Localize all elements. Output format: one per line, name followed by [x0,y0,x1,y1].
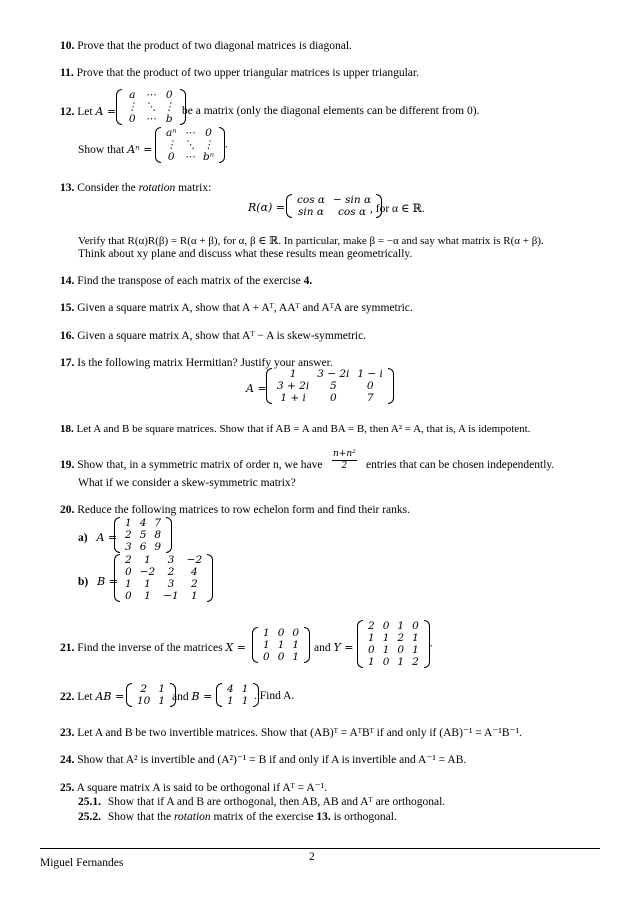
math: R(α) = [248,201,286,214]
text: Find the transpose of each matrix of the exercise [77,275,301,287]
math: A = [95,105,117,118]
matrix-20b [114,554,213,602]
exercise-22-find: . Find A. [254,690,295,702]
exercise-21-and [314,641,353,654]
text: Given a square matrix A, show that Aᵀ − A is skew-symmetric. [77,330,367,342]
matrix-entry: 4 [227,683,234,695]
reference: 13. [316,811,331,823]
fraction [332,449,357,472]
matrix [114,517,172,553]
math: A = [96,531,118,544]
matrix-entry: 1 [292,651,300,663]
matrix-entry: 5 [139,529,147,541]
math: B = [191,690,213,703]
exercise-number: 14. [60,275,75,287]
exercise-number: 17. [60,357,75,369]
exercise-22 [60,690,124,703]
exercise-text: Prove that the product of two upper triangular matrices is upper triangular. [76,67,419,79]
matrix [357,620,430,668]
matrix-entry: 1 [368,656,375,668]
matrix [114,554,213,602]
exercise-25 [60,781,600,796]
matrix-20a [114,517,172,553]
matrix-Y [357,620,433,668]
text: Show that A² is invertible and (A²)⁻¹ = B if and only if A is invertible and A⁻¹ = AB. [77,754,467,766]
text: Show that [78,144,125,156]
exercise-number: 10. [60,40,75,52]
exercise-21 [60,641,246,654]
matrix-entry: 1 [263,639,270,651]
matrix-entry: 0 [329,392,337,404]
matrix-entry: 3 [167,554,175,566]
text: A square matrix A is said to be orthogonal if Aᵀ = A⁻¹. [76,782,328,794]
rotation-eq [248,201,285,214]
exercise-25-2 [78,811,397,823]
matrix-entry: 0 [368,644,375,656]
math: B = [97,575,118,588]
matrix-entry: 7 [154,517,162,529]
sub-number: 25.2. [78,811,101,823]
exercise-20a [78,531,117,544]
matrix-entry: 2 [368,620,375,632]
text: matrix: [178,182,212,194]
matrix-entry: cos α [338,206,367,218]
matrix-entry: −2 [139,566,156,578]
matrix-entry: 2 [125,554,132,566]
text: Let [77,691,93,703]
matrix-entry: ⋮ [164,101,175,113]
exercise-24 [60,753,600,768]
matrix-entry: 3 − 2i [317,368,350,380]
text: Show that the [107,811,172,823]
exercise-number: 11. [60,67,74,79]
matrix-entry: 1 [241,695,249,707]
matrix-entry: 0 [382,620,390,632]
matrix-entry: 1 [158,695,166,707]
matrix-entry: 1 [158,683,166,695]
matrix-entry: 0 [165,89,173,101]
exercise-number: 19. [60,459,75,471]
matrix-entry: 3 [167,578,175,590]
exercise-19-question: What if we consider a skew-symmetric matrix? [78,477,296,489]
matrix-entry: −1 [163,590,179,602]
matrix-entry: 1 [397,620,405,632]
matrix-entry: 1 [292,639,300,651]
math: AB = [95,690,125,703]
matrix-entry: ⋮ [127,101,138,113]
exercise-20b [78,575,118,588]
matrix-entry: 10 [137,695,151,707]
matrix-entry: 1 [263,627,270,639]
exercise-text: Prove that the product of two diagonal matrices is diagonal. [77,40,352,52]
matrix-entry: ⋱ [184,139,196,151]
exercise-16 [60,329,600,344]
text: Find the inverse of the matrices [77,642,223,654]
footer-divider [40,848,600,849]
matrix-entry: 0 [412,620,419,632]
matrix-entry: ⋯ [184,127,196,139]
exercise-number: 16. [60,330,75,342]
exercise-22-and [172,690,212,703]
exercise-11 [60,66,600,81]
rotation-for: , for α ∈ ℝ. [370,203,425,215]
matrix [116,89,186,125]
text: and [314,642,331,654]
text: Let A and B be two invertible matrices. Show that (AB)ᵀ = AᵀBᵀ if and only if (AB)⁻¹ = A⁻¹B⁻¹. [77,727,522,739]
matrix-entry: 1 [191,590,198,602]
matrix-entry: 0 [366,380,374,392]
matrix-entry: 1 − i [357,368,383,380]
exercise-number: 13. [60,182,75,194]
text: Let A and B be square matrices. Show that if AB = A and BA = B, then A² = A, that is, A is idempotent. [76,423,531,435]
matrix-entry: 1 [289,368,297,380]
exercise-19-post: entries that can be chosen independently. [366,459,555,471]
math: Aⁿ = [127,143,153,156]
exercise-18 [60,422,600,437]
matrix-entry: − sin α [333,194,372,206]
matrix-entry: 1 [382,644,390,656]
matrix-entry: 0 [128,113,136,125]
matrix-entry: 1 [227,695,234,707]
exercise-20 [60,503,600,518]
matrix [216,683,259,707]
exercise-12-line2 [78,143,152,156]
matrix-entry: 9 [154,541,162,553]
math: A = [246,382,267,395]
matrix-entry: 7 [366,392,374,404]
text: is orthogonal. [333,811,397,823]
exercise-14 [60,274,600,289]
matrix-entry: 0 [277,651,285,663]
matrix [266,368,394,404]
hermitian-eq [246,382,267,395]
matrix-X [252,627,310,663]
fraction-numerator: n+n² [333,449,356,459]
text: Is the following matrix Hermitian? Justify your answer. [77,357,333,369]
exercise-13-verify: Verify that R(α)R(β) = R(α + β), for α, β ∈ ℝ. In particular, make β = −α and say what matrix is R(α + β). [78,235,544,247]
matrix-entry: ⋯ [184,151,196,163]
matrix-entry: ⋮ [203,139,214,151]
text: rotation [174,811,211,823]
matrix-entry: 0 [382,656,390,668]
matrix-entry: 1 [412,632,419,644]
matrix-entry: 0 [277,627,285,639]
matrix-entry: 0 [205,127,212,139]
sub-number: 25.1. [78,796,101,808]
matrix [126,683,176,707]
matrix-entry: ⋯ [145,113,156,125]
matrix-entry: bⁿ [203,151,214,163]
exercise-number: 23. [60,727,75,739]
matrix-entry: 0 [397,644,405,656]
matrix-entry: 1 [125,578,132,590]
text: matrix of the exercise [213,811,314,823]
exercise-number: 21. [60,642,75,654]
matrix-entry: ⋮ [166,139,177,151]
exercise-number: 12. [60,106,75,118]
matrix-entry: 2 [397,632,405,644]
exercise-number: 18. [60,423,74,435]
exercise-number: 22. [60,691,75,703]
matrix-entry: −2 [186,554,203,566]
matrix-R [286,194,382,218]
text: Consider the [77,182,136,194]
matrix-entry: aⁿ [166,127,177,139]
text: Reduce the following matrices to row echelon form and find their ranks. [77,504,411,516]
matrix-entry: 0 [263,651,270,663]
fraction-denominator: 2 [341,461,348,471]
sub-label: b) [78,576,89,588]
matrix-AB [126,683,176,707]
matrix-A-diag [116,89,186,125]
exercise-19-line1 [60,459,323,471]
matrix-entry: 4 [139,517,147,529]
matrix-entry: 0 [292,627,300,639]
matrix-hermitian [266,368,394,404]
matrix-entry: 1 [382,632,390,644]
matrix [252,627,310,663]
matrix-entry: 2 [412,656,419,668]
matrix-B22 [216,683,259,707]
matrix-entry: ⋱ [145,101,156,113]
matrix-entry: 2 [140,683,148,695]
matrix-entry: 1 [144,590,151,602]
matrix-entry: ⋯ [145,89,156,101]
matrix-entry: a [129,89,136,101]
math: X = [225,641,246,654]
exercise-number: 24. [60,754,75,766]
matrix-entry: 0 [125,590,132,602]
matrix-entry: 0 [167,151,175,163]
exercise-13-think: Think about xy plane and discuss what these results mean geometrically. [78,248,413,260]
exercise-number: 20. [60,504,75,516]
matrix-entry: 1 [144,554,151,566]
matrix-entry: 1 + i [280,392,306,404]
text: . [429,637,433,650]
author-name: Miguel Fernandes [40,857,124,869]
exercise-number: 25. [60,782,75,794]
matrix-entry: 1 [125,517,132,529]
text: Let [77,106,93,118]
matrix-entry: 2 [125,529,132,541]
matrix-entry: 1 [277,639,285,651]
matrix-entry: 3 [125,541,132,553]
matrix [155,127,225,163]
sub-label: a) [78,532,88,544]
matrix-entry: 1 [397,656,405,668]
matrix-entry: 1 [241,683,249,695]
text: Show that if A and B are orthogonal, then AB, AB and Aᵀ are orthogonal. [107,796,446,808]
matrix-entry: 8 [154,529,162,541]
exercise-15 [60,301,600,316]
matrix-entry: 2 [167,566,175,578]
matrix-entry: sin α [298,206,324,218]
exercise-number: 15. [60,302,75,314]
matrix-entry: 2 [191,578,198,590]
text: Show that, in a symmetric matrix of order n, we have [77,459,323,471]
math: Y = [333,641,354,654]
exercise-25-1 [78,796,445,808]
matrix-entry: cos α [297,194,326,206]
exercise-12-tail: be a matrix (only the diagonal elements can be different from 0). [182,105,480,117]
matrix-entry: 1 [368,632,375,644]
matrix-entry: 1 [412,644,419,656]
matrix-entry: 1 [144,578,151,590]
matrix-entry: 6 [139,541,147,553]
matrix-entry: b [165,113,173,125]
exercise-12-line1 [60,105,116,118]
matrix-An-diag: aⁿ ⋯ 0 ⋮ ⋱ ⋮ 0 ⋯ bⁿ . [155,127,228,163]
matrix-entry: 4 [191,566,198,578]
text: and [172,691,189,703]
reference: 4. [303,275,313,287]
exercise-23 [60,726,600,741]
matrix-entry: 0 [125,566,132,578]
text: Given a square matrix A, show that A + Aᵀ, AAᵀ and AᵀA are symmetric. [77,302,413,314]
matrix [286,194,382,218]
page-number: 2 [309,851,315,863]
text: rotation [138,182,176,194]
matrix-entry: 5 [329,380,337,392]
exercise-10 [60,39,600,54]
matrix-entry: 3 + 2i [277,380,310,392]
